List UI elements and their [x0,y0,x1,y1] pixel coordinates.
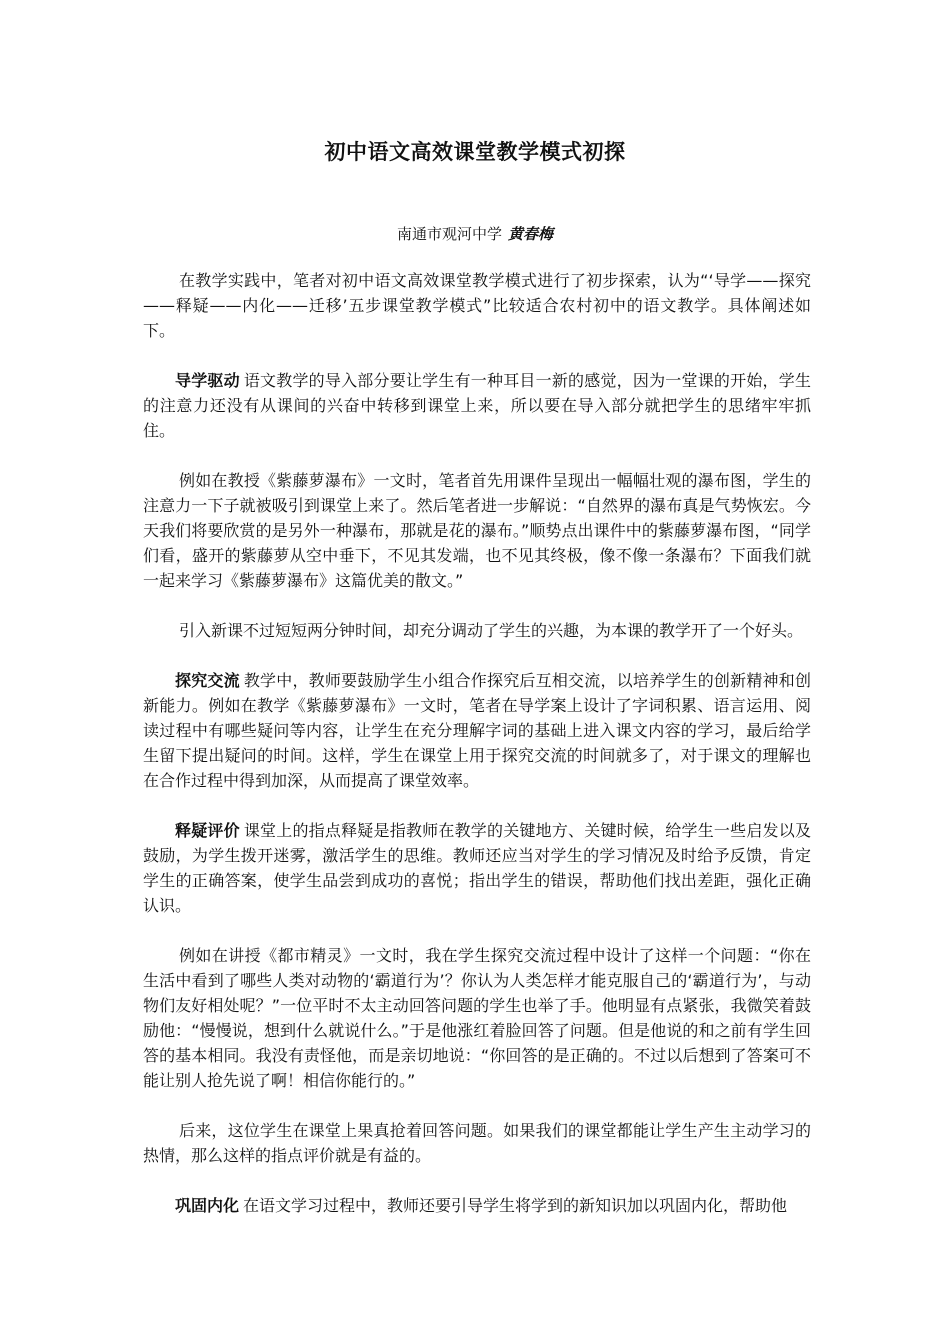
paragraph-text: 教学中，教师要鼓励学生小组合作探究后互相交流，以培养学生的创新精神和创新能力。例如在教学《紫藤萝瀑布》一文时，笔者在导学案上设计了字词积累、语言运用、阅读过程中有哪些疑问等内容，让学生在充分理解字词的基础上进入课文内容的学习，最后给学生留下提出疑问的时间。这样，学生在课堂上用于探究交流的时间就多了，对于课文的理解也在合作过程中得到加深，从而提高了课堂效率。 [143,671,811,790]
paragraph-lead: 巩固内化 [175,1196,240,1215]
byline-author: 黄春梅 [508,225,554,243]
paragraph-text: 语文教学的导入部分要让学生有一种耳目一新的感觉，因为一堂课的开始，学生的注意力还没有从课间的兴奋中转移到课堂上来，所以要在导入部分就把学生的思绪牢牢抓住。 [143,371,811,440]
paragraph-lead: 导学驱动 [175,371,240,390]
paragraph [143,1118,811,1168]
paragraph [143,368,811,443]
paragraph [143,818,811,918]
article-body [143,268,811,1243]
paragraph-lead: 探究交流 [175,671,240,690]
paragraph-text: 在教学实践中，笔者对初中语文高效课堂教学模式进行了初步探索，认为“‘导学——探究——释疑——内化——迁移’五步课堂教学模式”比较适合农村初中的语文教学。具体阐述如下。 [143,271,811,340]
paragraph [143,943,811,1093]
paragraph-text: 后来，这位学生在课堂上果真抢着回答问题。如果我们的课堂都能让学生产生主动学习的热情，那么这样的指点评价就是有益的。 [143,1121,811,1165]
document-title: 初中语文高效课堂教学模式初探 [324,140,626,164]
paragraph [143,668,811,793]
paragraph [143,618,811,643]
paragraph-text: 引入新课不过短短两分钟时间，却充分调动了学生的兴趣，为本课的教学开了一个好头。 [179,621,804,640]
byline [0,223,950,244]
paragraph-text: 例如在教授《紫藤萝瀑布》一文时，笔者首先用课件呈现出一幅幅壮观的瀑布图，学生的注意力一下子就被吸引到课堂上来了。然后笔者进一步解说：“自然界的瀑布真是气势恢宏。今天我们将要欣赏的是另外一种瀑布，那就是花的瀑布。”顺势点出课件中的紫藤萝瀑布图，“同学们看，盛开的紫藤萝从空中垂下，不见其发端，也不见其终极，像不像一条瀑布？下面我们就一起来学习《紫藤萝瀑布》这篇优美的散文。” [143,471,811,590]
paragraph-lead: 释疑评价 [175,821,240,840]
paragraph-text: 在语文学习过程中，教师还要引导学生将学到的新知识加以巩固内化，帮助他 [243,1196,788,1215]
byline-school: 南通市观河中学 [396,225,502,243]
paragraph [143,268,811,343]
paragraph [143,1193,811,1218]
paragraph [143,468,811,593]
paragraph-text: 课堂上的指点释疑是指教师在教学的关键地方、关键时候，给学生一些启发以及鼓励，为学生拨开迷雾，激活学生的思维。教师还应当对学生的学习情况及时给予反馈，肯定学生的正确答案，使学生品尝到成功的喜悦；指出学生的错误，帮助他们找出差距，强化正确认识。 [143,821,811,915]
paragraph-text: 例如在讲授《都市精灵》一文时，我在学生探究交流过程中设计了这样一个问题：“你在生活中看到了哪些人类对动物的‘霸道行为’？你认为人类怎样才能克服自己的‘霸道行为’，与动物们友好相处呢？”一位平时不太主动回答问题的学生也举了手。他明显有点紧张，我微笑着鼓励他：“慢慢说，想到什么就说什么。”于是他涨红着脸回答了问题。但是他说的和之前有学生回答的基本相同。我没有责怪他，而是亲切地说：“你回答的是正确的。不过以后想到了答案可不能让别人抢先说了啊！相信你能行的。” [143,946,811,1090]
